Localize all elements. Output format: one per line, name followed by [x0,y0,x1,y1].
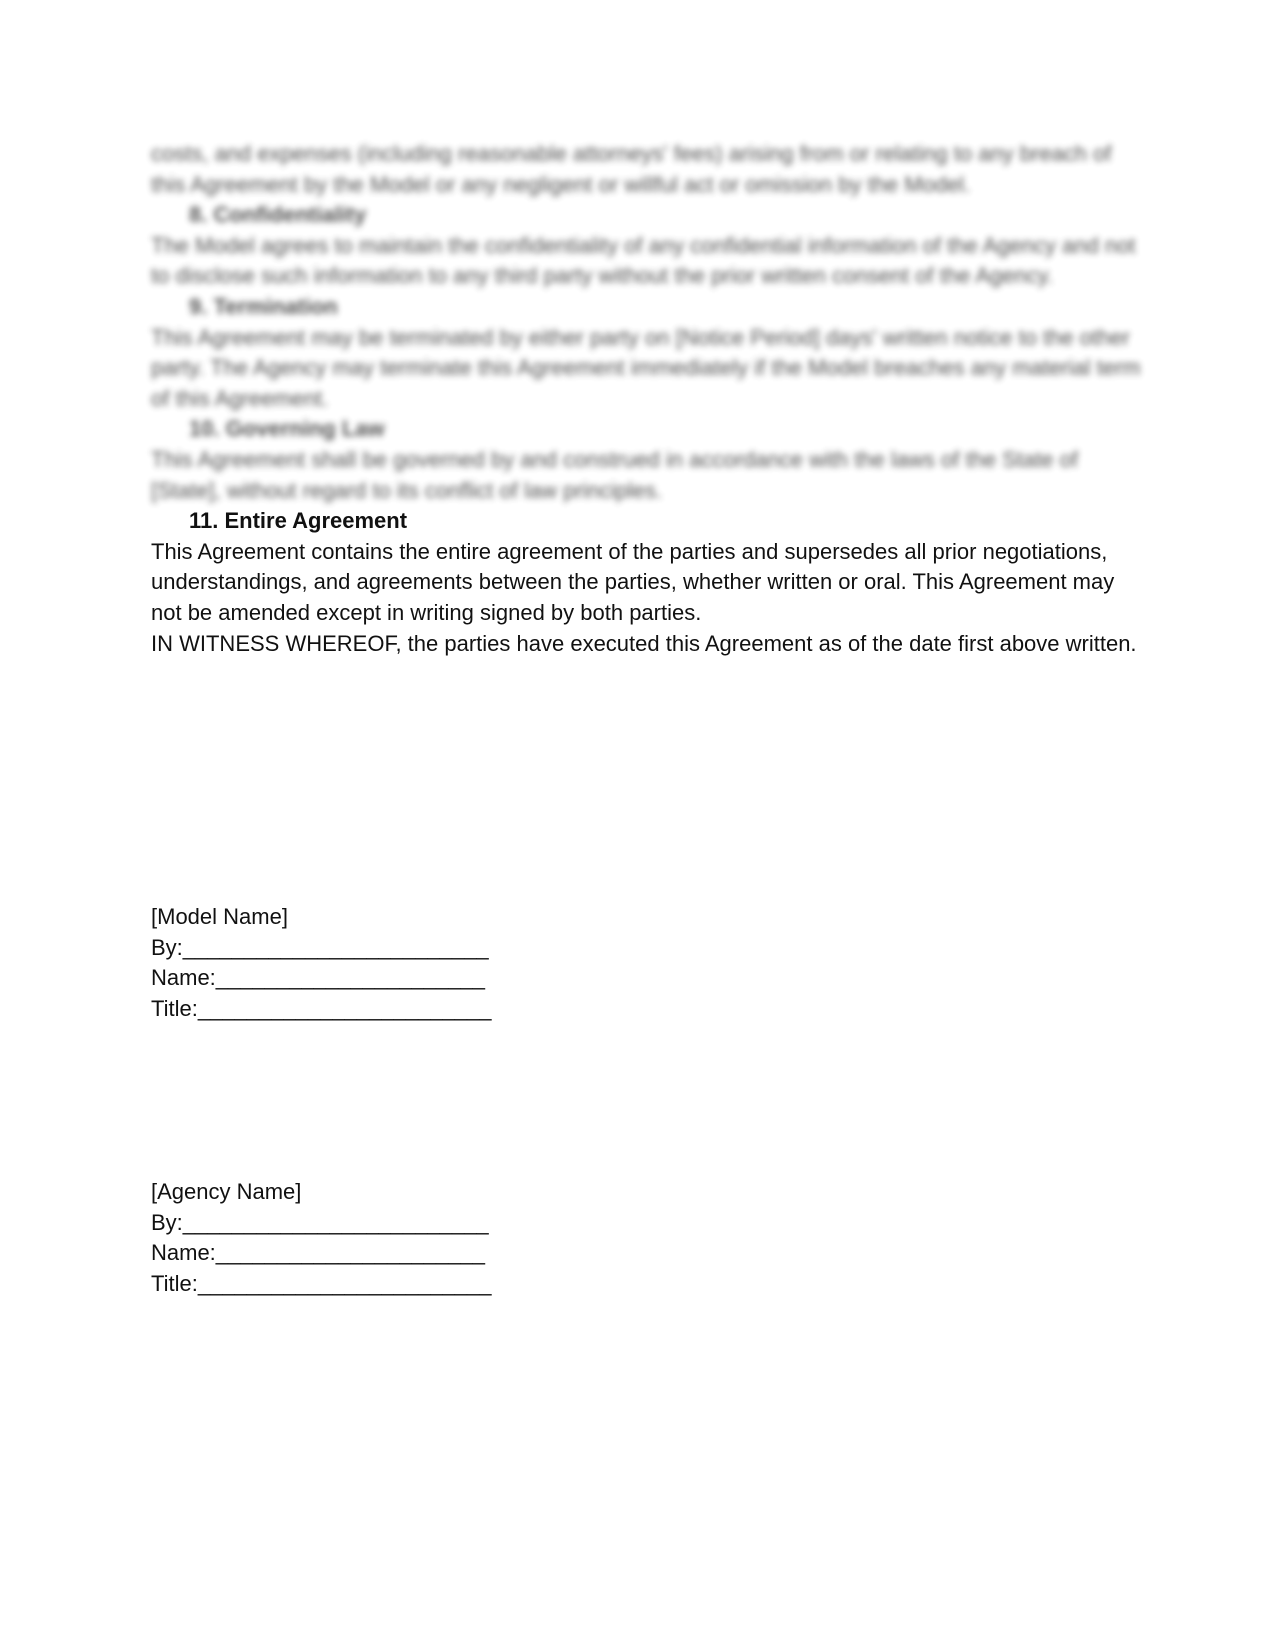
agency-signature-block [151,1177,651,1299]
agency-party-name: [Agency Name] [151,1179,302,1204]
section-11-body: This Agreement contains the entire agreement of the parties and supersedes all prior negotiations, understandings, and agreements between the parties, whether written or oral. This Agreement may not be amended except in writing signed by both parties. [151,538,1115,625]
section-8-heading: 8. Confidentiality [189,202,367,228]
section-10-body: This Agreement shall be governed by and construed in accordance with the laws of the State of [State], without regard to its conflict of law principles. [151,446,1078,503]
section-10-heading: 10. Governing Law [189,416,385,442]
blurred-section [151,139,1141,506]
witness-statement: IN WITNESS WHEREOF, the parties have executed this Agreement as of the date first above written. [151,630,1137,656]
section-8-body: The Model agrees to maintain the confidentiality of any confidential information of the Agency and not to disclose such information to any third party without the prior written consent of the Agency. [151,232,1136,289]
model-by-line: By:_________________________ [151,934,489,960]
model-party-name: [Model Name] [151,904,288,929]
model-title-line: Title:________________________ [151,995,492,1021]
agency-title-line: Title:________________________ [151,1270,492,1296]
section-9-body: This Agreement may be terminated by either party on [Notice Period] days' written notice to the other party. The Agency may terminate this Agreement immediately if the Model breaches any material term of this Agreement. [151,324,1141,411]
indemnity-tail-text: costs, and expenses (including reasonable attorneys' fees) arising from or relating to any breach of this Agreement by the Model or any negligent or willful act or omission by the Model. [151,141,1112,197]
model-signature-block [151,902,651,1024]
agency-name-line: Name:______________________ [151,1240,485,1266]
agency-by-line: By:_________________________ [151,1209,489,1235]
document-body [151,139,1141,659]
section-11-heading: 11. Entire Agreement [189,508,408,534]
section-9-heading: 9. Termination [189,293,338,319]
model-name-line: Name:______________________ [151,965,485,991]
